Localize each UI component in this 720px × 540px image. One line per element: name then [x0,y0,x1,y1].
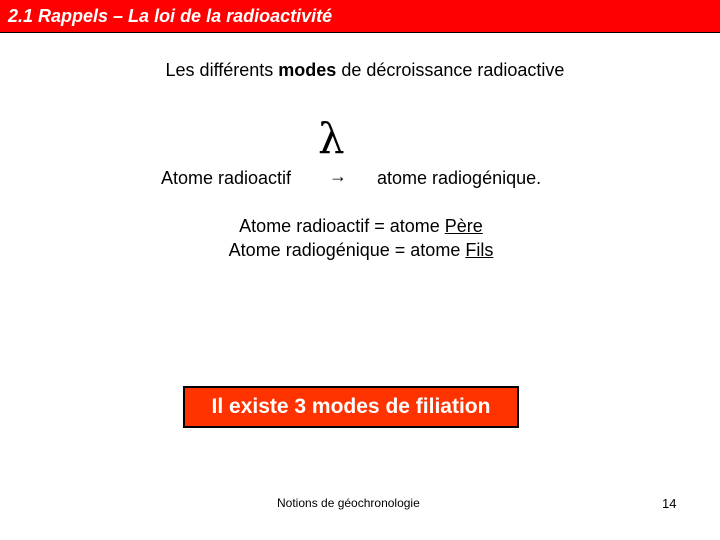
lambda-symbol: λ [318,114,345,163]
definition-line-daughter [0,240,720,261]
subtitle-after: de décroissance radioactive [336,60,565,80]
definition-term: Fils [465,240,494,260]
definition-prefix: Atome radioactif = atome [239,216,445,236]
definition-line-parent [0,216,720,237]
footer-course-name: Notions de géochronologie [277,496,420,510]
title-bar [0,0,720,33]
subtitle-before: Les différents [165,60,279,80]
daughter-atom-label: atome radiogénique. [377,168,542,188]
definition-prefix: Atome radiogénique = atome [228,240,466,260]
slide-title: 2.1 Rappels – La loi de la radioactivité [8,6,333,26]
parent-atom-label: Atome radioactif [161,168,292,188]
callout-text: Il existe 3 modes de filiation [211,395,491,418]
definition-term: Père [444,216,483,236]
page-number: 14 [662,496,677,511]
callout-box [183,386,519,428]
right-arrow-icon: → [329,166,347,186]
slide-subtitle [0,60,720,81]
subtitle-bold: modes [278,60,337,80]
